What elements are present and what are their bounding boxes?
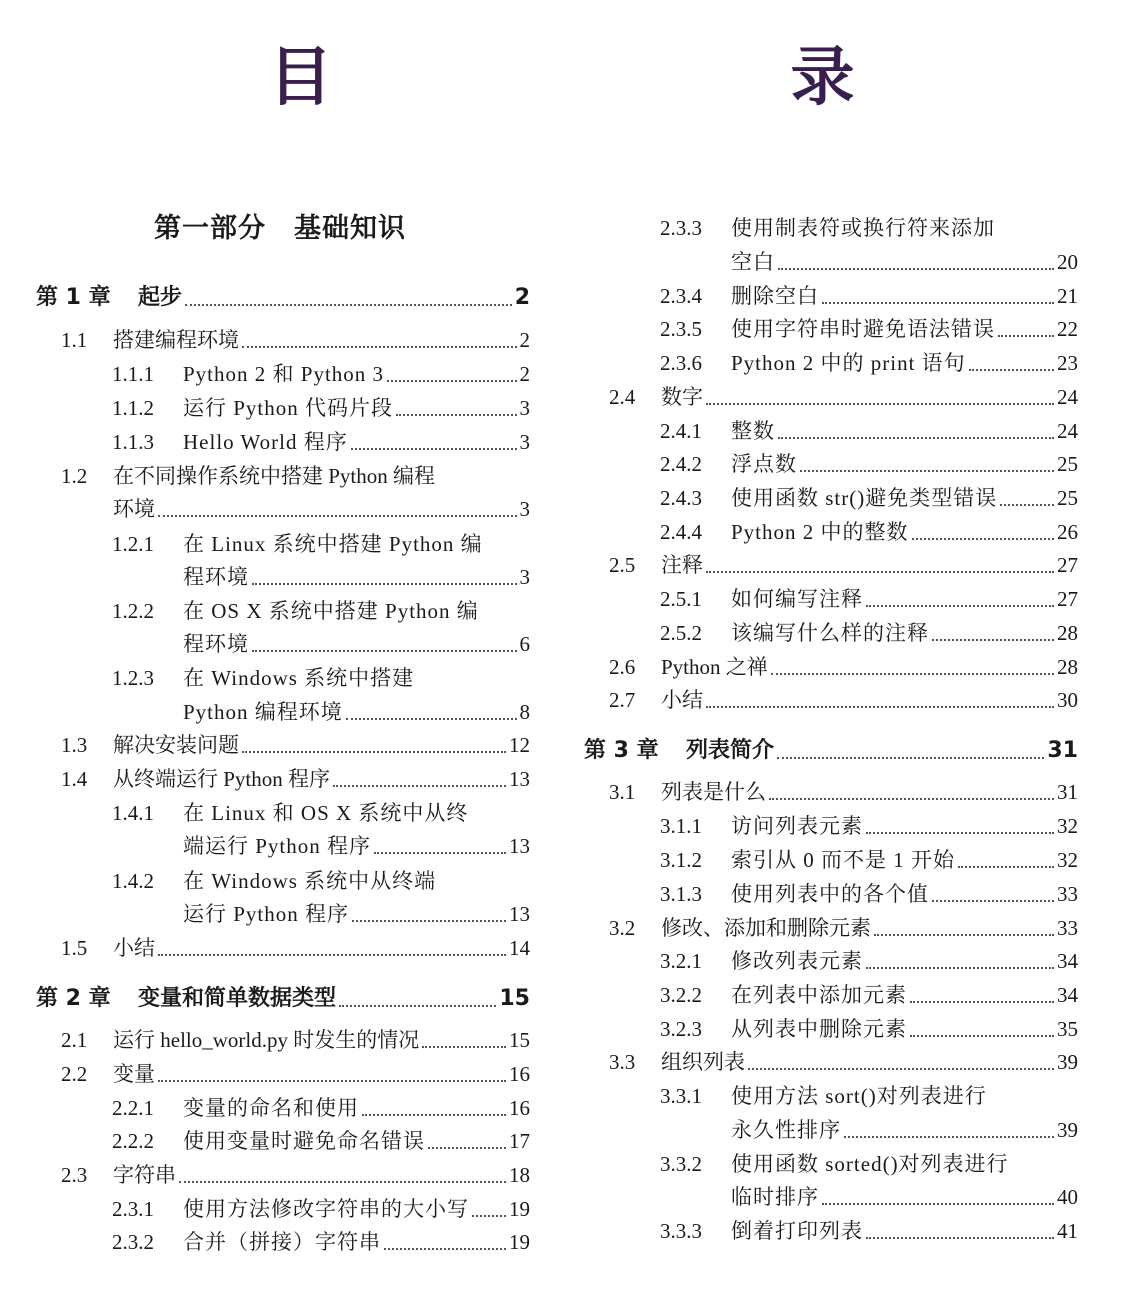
dot-leader (769, 797, 1054, 800)
toc-entry-page: 2 (519, 362, 530, 386)
toc-entry[interactable] (36, 357, 530, 391)
toc-entry-page: 8 (519, 700, 530, 724)
toc-entry-page: 19 (509, 1230, 530, 1254)
toc-entry-number: 2.5 (609, 553, 636, 577)
toc-entry[interactable] (36, 695, 530, 729)
dot-leader (179, 1180, 506, 1183)
toc-entry-page: 28 (1057, 655, 1078, 679)
toc-entry-label: 该编写什么样的注释 (731, 621, 929, 645)
toc-entry-label: 索引从 0 而不是 1 开始 (731, 848, 955, 872)
toc-entry-page: 33 (1057, 916, 1078, 940)
toc-entry-number: 1.4 (61, 767, 88, 791)
toc-entry[interactable] (36, 661, 530, 695)
toc-entry-number: 2.4.1 (660, 419, 702, 443)
toc-entry[interactable] (36, 829, 530, 863)
toc-entry-number: 3.3.3 (660, 1219, 702, 1243)
toc-entry[interactable] (584, 1079, 1078, 1113)
toc-entry[interactable] (36, 492, 530, 526)
toc-entry[interactable] (584, 1147, 1078, 1181)
toc-entry[interactable] (584, 944, 1078, 978)
toc-entry-page: 16 (509, 1062, 530, 1086)
toc-entry-number: 3.1.1 (660, 814, 702, 838)
toc-entry-number: 2.3.1 (112, 1197, 154, 1221)
toc-entry-label: 整数 (731, 419, 775, 443)
dot-leader (932, 638, 1054, 641)
toc-entry-number: 1.4.1 (112, 801, 154, 825)
dot-leader (706, 570, 1054, 573)
toc-entry-page: 35 (1057, 1017, 1078, 1041)
toc-entry[interactable] (36, 864, 530, 898)
toc-entry-number: 2.7 (609, 688, 636, 712)
toc-entry[interactable] (36, 459, 530, 493)
toc-entry-label: 从终端运行 Python 程序 (113, 767, 331, 791)
toc-entry-label: 小结 (661, 688, 703, 712)
toc-entry-number: 2.3.3 (660, 216, 702, 240)
toc-entry-label: 在 OS X 系统中搭建 Python 编 (183, 599, 479, 623)
toc-entry-page: 3 (519, 396, 530, 420)
toc-entry-page: 18 (509, 1163, 530, 1187)
dot-leader (844, 1135, 1054, 1138)
dot-leader (242, 345, 517, 348)
toc-entry-label: 倒着打印列表 (731, 1219, 863, 1243)
toc-entry-number: 1.1 (61, 328, 88, 352)
toc-entry[interactable] (584, 978, 1078, 1012)
toc-entry-number: 3.3 (609, 1050, 636, 1074)
toc-entry-number: 1.2.2 (112, 599, 154, 623)
toc-entry-number: 2.6 (609, 655, 636, 679)
toc-entry-label: 使用方法修改字符串的大小写 (183, 1197, 469, 1221)
dot-leader (771, 672, 1054, 675)
toc-entry-number: 第 3 章 (584, 738, 659, 763)
toc-entry-label: 数字 (661, 385, 703, 409)
dot-leader (252, 582, 517, 585)
toc-entry-label: 在列表中添加元素 (731, 983, 907, 1007)
toc-entry[interactable] (584, 1180, 1078, 1214)
toc-entry-number: 1.1.3 (112, 430, 154, 454)
toc-entry[interactable] (36, 762, 530, 796)
dot-leader (374, 851, 506, 854)
toc-entry[interactable] (584, 877, 1078, 911)
toc-entry[interactable] (584, 1045, 1078, 1079)
toc-entry[interactable] (584, 582, 1078, 616)
dot-leader (822, 301, 1054, 304)
toc-entry-number: 2.3.6 (660, 351, 702, 375)
toc-entry-label: 使用制表符或换行符来添加 (731, 216, 995, 240)
toc-entry[interactable] (584, 1113, 1078, 1147)
toc-entry[interactable] (584, 312, 1078, 346)
toc-entry-label: 端运行 Python 程序 (183, 834, 372, 858)
toc-entry-label: 运行 Python 代码片段 (183, 396, 394, 420)
dot-leader (158, 514, 517, 517)
toc-entry-label: 变量的命名和使用 (183, 1096, 359, 1120)
toc-entry-page: 12 (509, 733, 530, 757)
toc-entry-label: 浮点数 (731, 452, 797, 476)
toc-entry-page: 40 (1057, 1185, 1078, 1209)
toc-entry-number: 3.2.3 (660, 1017, 702, 1041)
toc-entry-number: 2.3.5 (660, 317, 702, 341)
toc-entry-page: 27 (1057, 587, 1078, 611)
dot-leader (932, 899, 1054, 902)
toc-entry-label: 删除空白 (731, 284, 819, 308)
toc-entry-page: 22 (1057, 317, 1078, 341)
dot-leader (910, 1034, 1054, 1037)
toc-entry-page: 26 (1057, 520, 1078, 544)
dot-leader (866, 1236, 1054, 1239)
toc-entry-label: 变量 (113, 1062, 155, 1086)
toc-entry-number: 2.5.1 (660, 587, 702, 611)
toc-entry-label: Python 之禅 (661, 655, 768, 679)
dot-leader (706, 402, 1054, 405)
dot-leader (387, 379, 516, 382)
toc-entry-page: 15 (509, 1028, 530, 1052)
toc-entry-page: 27 (1057, 553, 1078, 577)
dot-leader (158, 1079, 506, 1082)
toc-entry-number: 3.1 (609, 780, 636, 804)
toc-entry-number: 1.2 (61, 464, 88, 488)
toc-entry-page: 31 (1057, 780, 1078, 804)
toc-entry-number: 1.1.2 (112, 396, 154, 420)
toc-entry[interactable] (36, 1091, 530, 1125)
toc-entry-page: 32 (1057, 814, 1078, 838)
toc-entry-label: Python 2 和 Python 3 (183, 362, 385, 386)
toc-entry[interactable] (36, 1023, 530, 1057)
toc-entry-page: 2 (514, 285, 530, 310)
toc-entry-number: 1.4.2 (112, 869, 154, 893)
toc-entry-number: 2.4.3 (660, 486, 702, 510)
toc-entry-number: 3.1.3 (660, 882, 702, 906)
dot-leader (396, 413, 516, 416)
dot-leader (800, 469, 1054, 472)
dot-leader (339, 1004, 496, 1007)
toc-entry-label: 解决安装问题 (113, 733, 239, 757)
dot-leader (866, 966, 1054, 969)
toc-entry[interactable] (36, 897, 530, 931)
dot-leader (252, 649, 517, 652)
toc-entry-page: 41 (1057, 1219, 1078, 1243)
toc-entry-label: 使用变量时避免命名错误 (183, 1129, 425, 1153)
toc-entry-label: 如何编写注释 (731, 587, 863, 611)
dot-leader (866, 831, 1054, 834)
toc-entry[interactable] (36, 527, 530, 561)
toc-entry-label: 在不同操作系统中搭建 Python 编程 (113, 464, 436, 488)
toc-entry-number: 2.2.2 (112, 1129, 154, 1153)
toc-entry[interactable] (36, 1225, 530, 1259)
dot-leader (748, 1067, 1054, 1070)
toc-entry-number: 第 1 章 (36, 285, 111, 310)
toc-entry-page: 34 (1057, 949, 1078, 973)
toc-entry-number: 2.4.4 (660, 520, 702, 544)
dot-leader (866, 604, 1054, 607)
toc-entry-page: 34 (1057, 983, 1078, 1007)
dot-leader (778, 267, 1054, 270)
toc-entry-number: 3.2.1 (660, 949, 702, 973)
toc-entry-label: Hello World 程序 (183, 430, 348, 454)
toc-entry-page: 2 (519, 328, 530, 352)
dot-leader (1000, 503, 1054, 506)
dot-leader (958, 865, 1054, 868)
toc-entry[interactable] (36, 796, 530, 830)
toc-entry[interactable] (36, 982, 530, 1016)
dot-leader (384, 1247, 506, 1250)
toc-entry-page: 3 (519, 497, 530, 521)
toc-entry-label: 变量和简单数据类型 (138, 986, 337, 1011)
toc-entry[interactable] (584, 548, 1078, 582)
toc-entry-number: 2.4 (609, 385, 636, 409)
toc-entry[interactable] (36, 1124, 530, 1158)
dot-leader (910, 1000, 1054, 1003)
toc-entry-label: 合并（拼接）字符串 (183, 1230, 381, 1254)
dot-leader (777, 756, 1044, 759)
dot-leader (362, 1113, 506, 1116)
toc-entry-label: 在 Windows 系统中搭建 (183, 666, 415, 690)
toc-entry-page: 16 (509, 1096, 530, 1120)
toc-entry-page: 39 (1057, 1118, 1078, 1142)
toc-entry-label: Python 编程环境 (183, 700, 343, 724)
toc-entry-label: 字符串 (113, 1163, 176, 1187)
toc-entry-page: 24 (1057, 385, 1078, 409)
toc-entry-label: 环境 (113, 497, 155, 521)
toc-entry[interactable] (584, 447, 1078, 481)
part-title: 第一部分 基础知识 (154, 213, 406, 244)
toc-entry-label: 组织列表 (661, 1050, 745, 1074)
toc-entry[interactable] (584, 515, 1078, 549)
toc-entry-number: 3.2 (609, 916, 636, 940)
toc-entry[interactable] (36, 560, 530, 594)
toc-entry-page: 39 (1057, 1050, 1078, 1074)
toc-entry-label: 注释 (661, 553, 703, 577)
toc-entry-number: 3.1.2 (660, 848, 702, 872)
toc-entry[interactable] (584, 775, 1078, 809)
dot-leader (352, 919, 506, 922)
toc-entry-number: 2.2 (61, 1062, 88, 1086)
toc-entry-label: 运行 hello_world.py 时发生的情况 (113, 1028, 420, 1052)
toc-entry-page: 33 (1057, 882, 1078, 906)
toc-entry-label: 永久性排序 (731, 1118, 841, 1142)
dot-leader (778, 436, 1054, 439)
toc-entry[interactable] (36, 1192, 530, 1226)
toc-entry-page: 23 (1057, 351, 1078, 375)
toc-entry-page: 19 (509, 1197, 530, 1221)
dot-leader (351, 447, 517, 450)
toc-entry-number: 2.2.1 (112, 1096, 154, 1120)
toc-entry[interactable] (36, 1057, 530, 1091)
toc-entry-page: 31 (1047, 738, 1078, 763)
toc-entry-label: 列表是什么 (661, 780, 766, 804)
toc-entry-page: 14 (509, 936, 530, 960)
toc-entry-label: 从列表中删除元素 (731, 1017, 907, 1041)
dot-leader (472, 1214, 506, 1217)
dot-leader (969, 368, 1054, 371)
dot-leader (242, 750, 506, 753)
toc-entry[interactable] (584, 245, 1078, 279)
toc-entry-label: 在 Windows 系统中从终端 (183, 869, 437, 893)
toc-entry[interactable] (584, 1214, 1078, 1248)
toc-entry-label: 程环境 (183, 565, 249, 589)
toc-entry-number: 2.3.2 (112, 1230, 154, 1254)
toc-entry-label: 访问列表元素 (731, 814, 863, 838)
toc-entry-page: 15 (499, 986, 530, 1011)
toc-entry-label: 使用方法 sort()对列表进行 (731, 1084, 987, 1108)
toc-entry-page: 20 (1057, 250, 1078, 274)
toc-entry-number: 2.1 (61, 1028, 88, 1052)
toc-entry-page: 28 (1057, 621, 1078, 645)
toc-entry[interactable] (584, 734, 1078, 768)
toc-entry-page: 3 (519, 565, 530, 589)
toc-entry[interactable] (584, 650, 1078, 684)
toc-entry-number: 2.4.2 (660, 452, 702, 476)
dot-leader (998, 334, 1054, 337)
toc-entry[interactable] (36, 627, 530, 661)
toc-entry-label: 使用函数 str()避免类型错误 (731, 486, 998, 510)
toc-entry-number: 3.3.1 (660, 1084, 702, 1108)
toc-entry-label: 空白 (731, 250, 775, 274)
toc-entry-label: 修改列表元素 (731, 949, 863, 973)
toc-entry-number: 1.3 (61, 733, 88, 757)
toc-entry-label: 小结 (113, 936, 155, 960)
toc-entry-number: 2.3.4 (660, 284, 702, 308)
toc-entry-number: 1.5 (61, 936, 88, 960)
toc-entry[interactable] (584, 911, 1078, 945)
dot-leader (822, 1202, 1054, 1205)
toc-entry-label: 程环境 (183, 632, 249, 656)
toc-entry-page: 25 (1057, 486, 1078, 510)
toc-entry-number: 1.2.1 (112, 532, 154, 556)
toc-entry[interactable] (36, 1158, 530, 1192)
toc-entry-label: Python 2 中的整数 (731, 520, 909, 544)
dot-leader (912, 537, 1054, 540)
toc-entry-number: 3.2.2 (660, 983, 702, 1007)
toc-entry-page: 6 (519, 632, 530, 656)
toc-entry-number: 1.2.3 (112, 666, 154, 690)
dot-leader (158, 953, 506, 956)
page-title: 目 录 (268, 41, 965, 115)
dot-leader (333, 784, 506, 787)
toc-entry[interactable] (36, 425, 530, 459)
toc-entry-page: 25 (1057, 452, 1078, 476)
toc-entry[interactable] (584, 1012, 1078, 1046)
toc-entry-label: 列表简介 (686, 738, 775, 763)
toc-entry-label: 搭建编程环境 (113, 328, 239, 352)
toc-entry-label: 修改、添加和删除元素 (661, 916, 871, 940)
toc-entry-page: 24 (1057, 419, 1078, 443)
toc-entry-label: 起步 (138, 285, 183, 310)
toc-entry-page: 17 (509, 1129, 530, 1153)
toc-entry-label: 使用字符串时避免语法错误 (731, 317, 995, 341)
toc-entry-label: Python 2 中的 print 语句 (731, 351, 966, 375)
toc-entry-page: 3 (519, 430, 530, 454)
toc-entry-page: 13 (509, 902, 530, 926)
toc-entry-label: 使用函数 sorted()对列表进行 (731, 1152, 1009, 1176)
toc-entry[interactable] (584, 414, 1078, 448)
toc-entry[interactable] (584, 809, 1078, 843)
toc-entry-number: 2.5.2 (660, 621, 702, 645)
toc-entry[interactable] (584, 683, 1078, 717)
toc-entry[interactable] (36, 391, 530, 425)
dot-leader (346, 717, 517, 720)
toc-entry-number: 1.1.1 (112, 362, 154, 386)
toc-entry[interactable] (36, 323, 530, 357)
dot-leader (422, 1045, 506, 1048)
toc-entry[interactable] (36, 594, 530, 628)
toc-entry-page: 13 (509, 767, 530, 791)
toc-entry-page: 30 (1057, 688, 1078, 712)
toc-entry-label: 临时排序 (731, 1185, 819, 1209)
toc-entry[interactable] (584, 843, 1078, 877)
toc-entry-number: 2.3 (61, 1163, 88, 1187)
toc-entry-label: 在 Linux 系统中搭建 Python 编 (183, 532, 483, 556)
toc-entry-label: 使用列表中的各个值 (731, 882, 929, 906)
dot-leader (185, 303, 512, 306)
toc-entry[interactable] (36, 281, 530, 315)
toc-entry[interactable] (584, 380, 1078, 414)
toc-entry[interactable] (584, 211, 1078, 245)
toc-entry[interactable] (36, 931, 530, 965)
toc-entry-label: 运行 Python 程序 (183, 902, 350, 926)
dot-leader (706, 705, 1054, 708)
toc-entry[interactable] (584, 481, 1078, 515)
toc-entry-number: 第 2 章 (36, 986, 111, 1011)
dot-leader (428, 1146, 506, 1149)
toc-entry-page: 13 (509, 834, 530, 858)
toc-entry[interactable] (584, 616, 1078, 650)
toc-entry[interactable] (584, 346, 1078, 380)
toc-entry[interactable] (36, 728, 530, 762)
toc-entry-label: 在 Linux 和 OS X 系统中从终 (183, 801, 469, 825)
toc-entry-page: 32 (1057, 848, 1078, 872)
dot-leader (874, 933, 1054, 936)
toc-entry-number: 3.3.2 (660, 1152, 702, 1176)
toc-entry-page: 21 (1057, 284, 1078, 308)
toc-entry[interactable] (584, 279, 1078, 313)
